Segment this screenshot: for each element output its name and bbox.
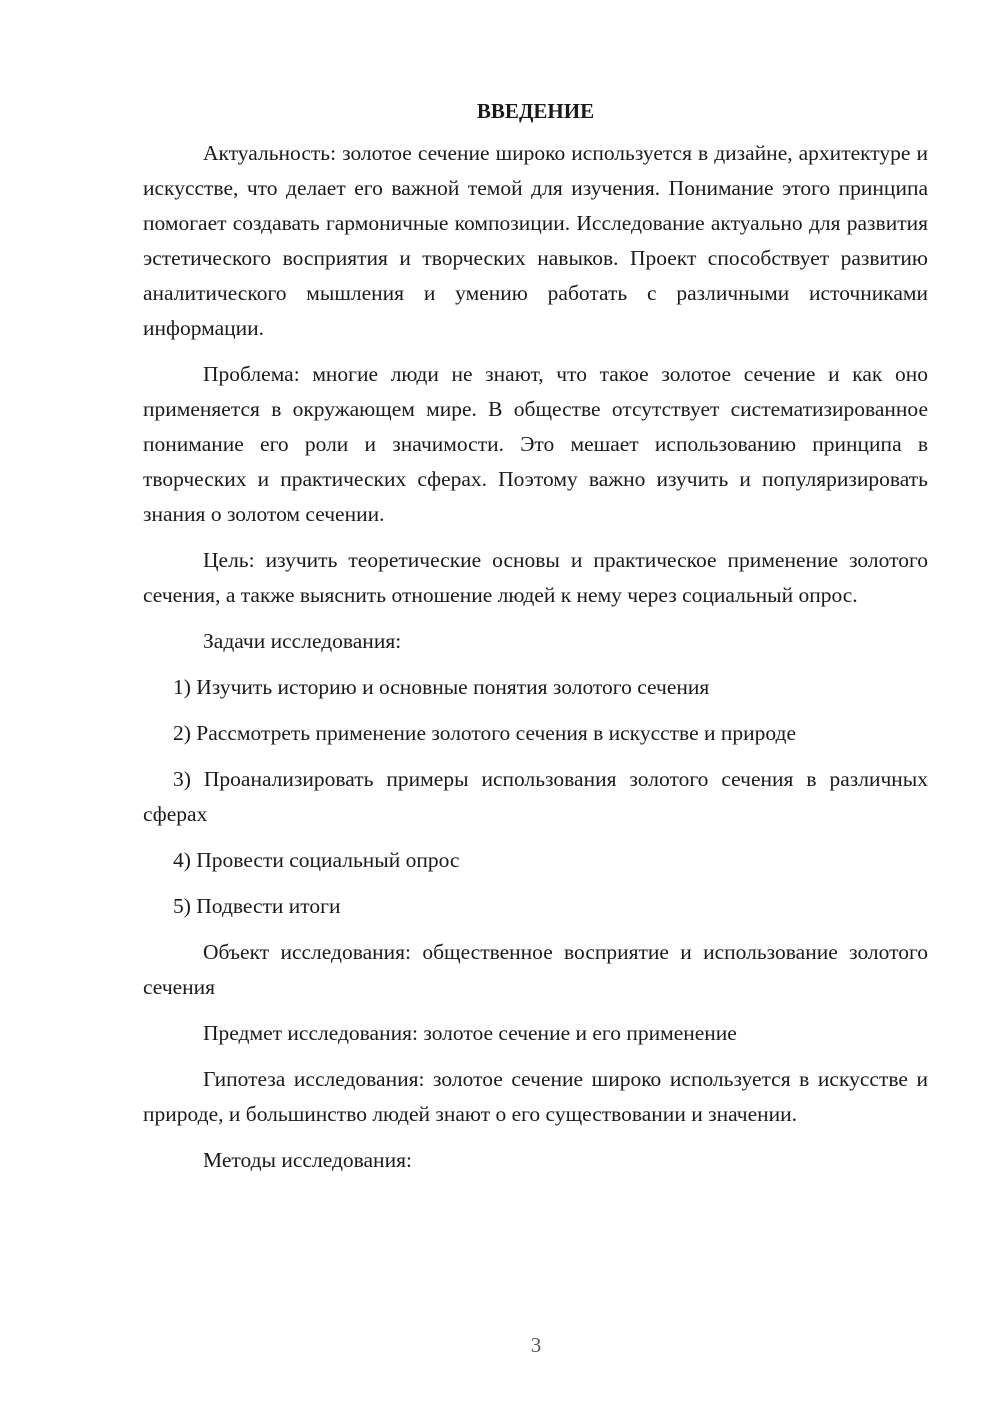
object-paragraph: Объект исследования: общественное восприятие и использование золотого сечения — [143, 940, 928, 999]
tasks-heading: Задачи исследования: — [203, 629, 402, 653]
task-item-2: 2) Рассмотреть применение золотого сечения в искусстве и природе — [173, 721, 796, 745]
methods-heading: Методы исследования: — [203, 1148, 412, 1172]
task-item-4: 4) Провести социальный опрос — [173, 848, 460, 872]
task-item-3: 3) Проанализировать примеры использования золотого сечения в различных сферах — [143, 767, 928, 826]
hypothesis-paragraph: Гипотеза исследования: золотое сечение широко используется в искусстве и природе, и большинство людей знают о его существовании и значении. — [143, 1067, 928, 1126]
task-item-5: 5) Подвести итоги — [173, 894, 341, 918]
task-item-1: 1) Изучить историю и основные понятия золотого сечения — [173, 675, 710, 699]
problem-paragraph: Проблема: многие люди не знают, что такое золотое сечение и как оно применяется в окружающем мире. В обществе отсутствует систематизированное понимание его роли и значимости. Это мешает использованию принципа в творческих и практических сферах. Поэтому важно изучить и популяризировать знания о золотом сечении. — [143, 362, 928, 526]
relevance-paragraph: Актуальность: золотое сечение широко используется в дизайне, архитектуре и искусстве, что делает его важной темой для изучения. Понимание этого принципа помогает создавать гармоничные композиции. Исследование актуально для развития эстетического восприятия и творческих навыков. Проект способствует развитию аналитического мышления и умению работать с различными источниками информации. — [143, 141, 928, 340]
goal-paragraph: Цель: изучить теоретические основы и практическое применение золотого сечения, а также выяснить отношение людей к нему через социальный опрос. — [143, 548, 928, 607]
subject-paragraph: Предмет исследования: золотое сечение и его применение — [203, 1021, 737, 1045]
document-page — [143, 96, 928, 1189]
page-number: 3 — [530, 1333, 542, 1357]
section-title: ВВЕДЕНИЕ — [476, 99, 595, 123]
